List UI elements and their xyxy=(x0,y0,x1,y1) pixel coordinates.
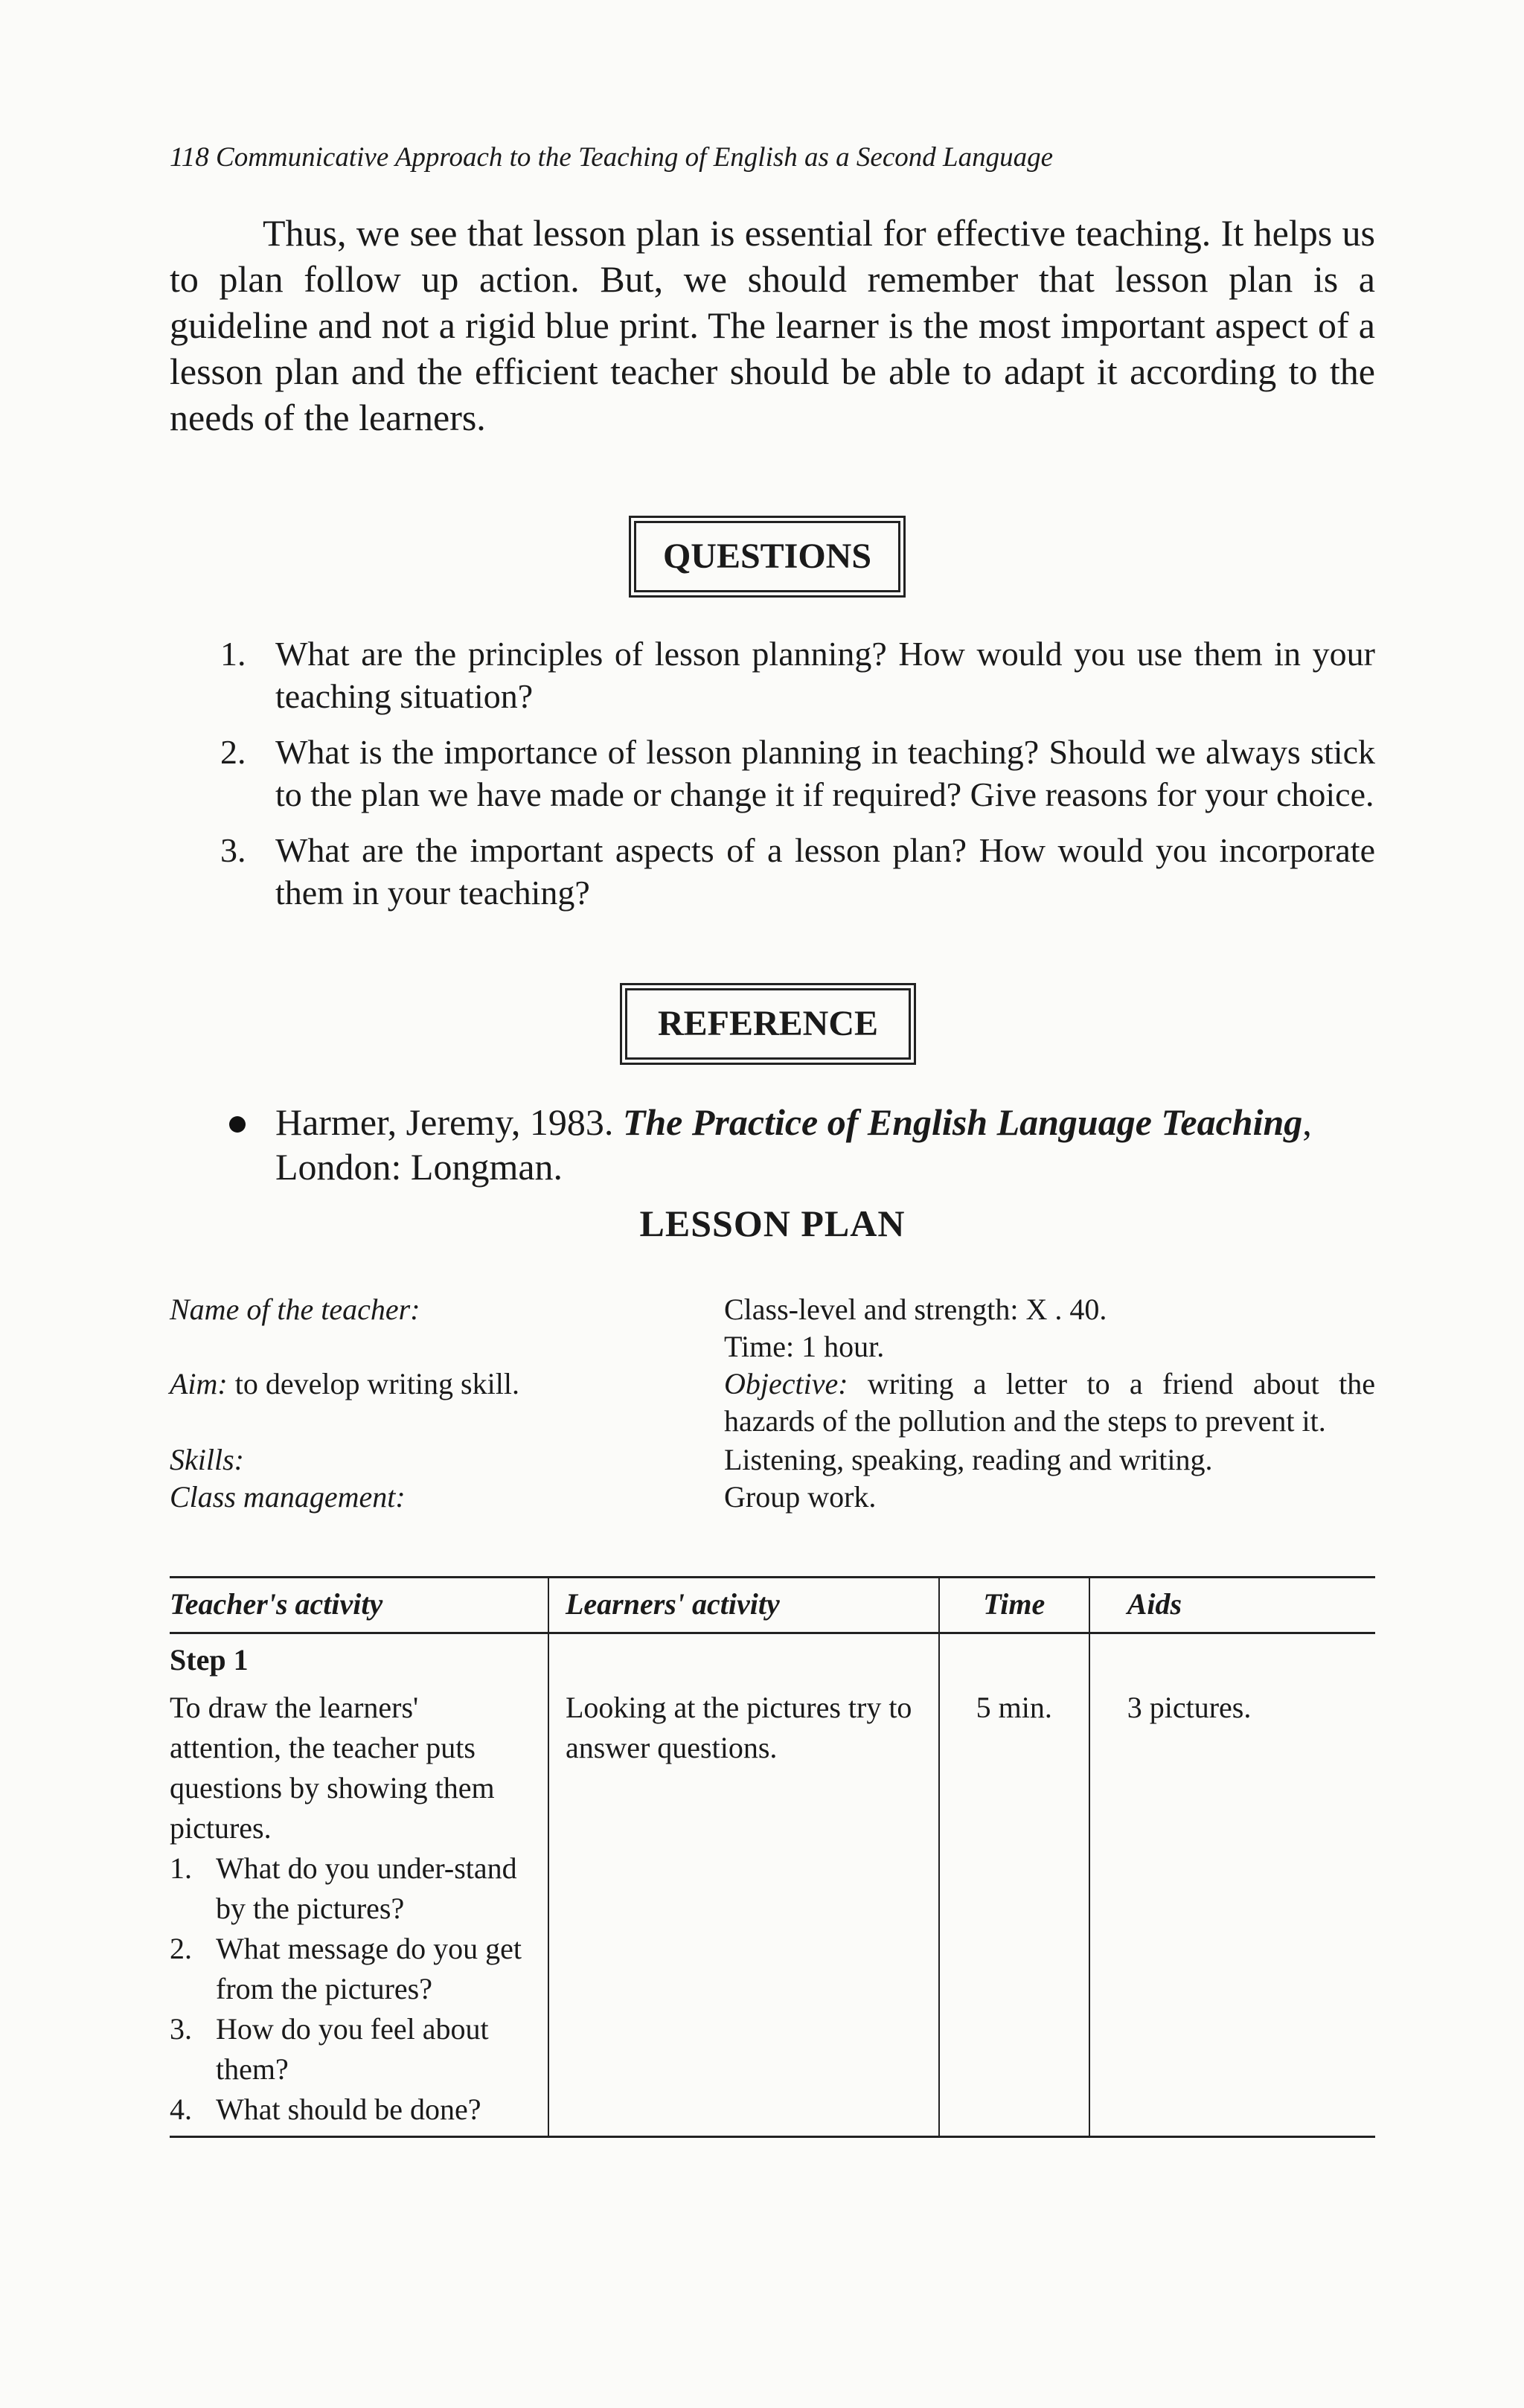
question-number: 3. xyxy=(220,831,246,869)
teacher-activity-cell xyxy=(170,1688,548,2137)
list-item: 4. What should be done? xyxy=(170,2092,481,2126)
reference-title: The Practice of English Language Teaching xyxy=(622,1101,1303,1143)
reference-entry xyxy=(170,1100,1375,1189)
question-item xyxy=(170,829,1375,914)
question-item xyxy=(170,633,1375,717)
info-row xyxy=(170,1291,1375,1328)
intro-paragraph: Thus, we see that lesson plan is essential for effective teaching. It helps us to plan follow up action. But, we should remember that lesson plan is a guideline and not a rigid blue print. The learner is the most important aspect of a lesson plan and the efficient teacher should be able to adapt it according to the needs of the learners. xyxy=(170,212,1375,438)
aim-value: to develop writing skill. xyxy=(227,1367,519,1400)
objective-label: Objective: xyxy=(724,1367,848,1400)
question-item xyxy=(170,731,1375,816)
header-aids: Aids xyxy=(1089,1578,1375,1633)
aids-cell: 3 pictures. xyxy=(1089,1688,1375,2137)
bullet-icon xyxy=(229,1116,246,1133)
lesson-plan-title: LESSON PLAN xyxy=(639,1203,906,1244)
reference-author: Harmer, Jeremy, 1983. xyxy=(275,1101,614,1143)
class-management-label: Class management: xyxy=(170,1480,406,1514)
table-row xyxy=(170,1633,1375,1688)
skills-label: Skills: xyxy=(170,1443,244,1476)
reference-publisher: , London: Longman. xyxy=(275,1101,1312,1188)
question-number: 2. xyxy=(220,733,246,771)
aim xyxy=(170,1365,724,1440)
question-text: What are the important aspects of a lesson plan? How would you incorporate them in your teaching? xyxy=(275,831,1375,912)
running-title: Communicative Approach to the Teaching of English as a Second Language xyxy=(216,142,1053,173)
header-time: Time xyxy=(939,1578,1089,1633)
header-teacher-activity: Teacher's activity xyxy=(170,1578,548,1633)
question-text: What are the principles of lesson planning? How would you use them in your teaching situation? xyxy=(275,635,1375,715)
time-info: Time: 1 hour. xyxy=(724,1330,885,1363)
info-row xyxy=(170,1365,1375,1440)
list-item: 1. What do you under-stand by the pictures? xyxy=(170,1851,517,1925)
time-cell: 5 min. xyxy=(939,1688,1089,2137)
teacher-questions xyxy=(170,1848,548,2130)
running-header xyxy=(170,141,1375,173)
learners-activity-cell: Looking at the pictures try to answer questions. xyxy=(548,1688,939,2137)
lesson-plan-table xyxy=(170,1576,1375,2138)
objective-value: writing a letter to a friend about the hazards of the pollution and the steps to prevent it. xyxy=(724,1367,1375,1438)
header-learners-activity: Learners' activity xyxy=(548,1578,939,1633)
list-item: 3. How do you feel about them? xyxy=(170,2012,489,2086)
question-text: What is the importance of lesson planning in teaching? Should we always stick to the plan we have made or change it if required? Give reasons for your choice. xyxy=(275,733,1375,813)
list-item: 2. What message do you get from the pictures? xyxy=(170,1932,522,2005)
skills-value: Listening, speaking, reading and writing. xyxy=(724,1443,1213,1476)
reference-heading: REFERENCE xyxy=(625,988,911,1060)
table-row xyxy=(170,1688,1375,2137)
class-level: Class-level and strength: X . 40. xyxy=(724,1293,1107,1326)
step-label: Step 1 xyxy=(170,1633,548,1688)
info-row xyxy=(170,1479,1375,1516)
questions-list xyxy=(170,633,1375,927)
page-number: 118 xyxy=(170,142,209,173)
question-number: 1. xyxy=(220,635,246,673)
table-header-row xyxy=(170,1578,1375,1633)
class-management-value: Group work. xyxy=(724,1480,877,1514)
teacher-label: Name of the teacher: xyxy=(170,1293,420,1326)
lesson-plan-info xyxy=(170,1291,1375,1516)
info-row xyxy=(170,1328,1375,1365)
questions-heading: QUESTIONS xyxy=(634,521,900,592)
teacher-intro: To draw the learners' attention, the teacher puts questions by showing them pictures. xyxy=(170,1691,495,1845)
info-row xyxy=(170,1441,1375,1479)
objective xyxy=(724,1365,1375,1440)
aim-label: Aim: xyxy=(170,1367,228,1400)
